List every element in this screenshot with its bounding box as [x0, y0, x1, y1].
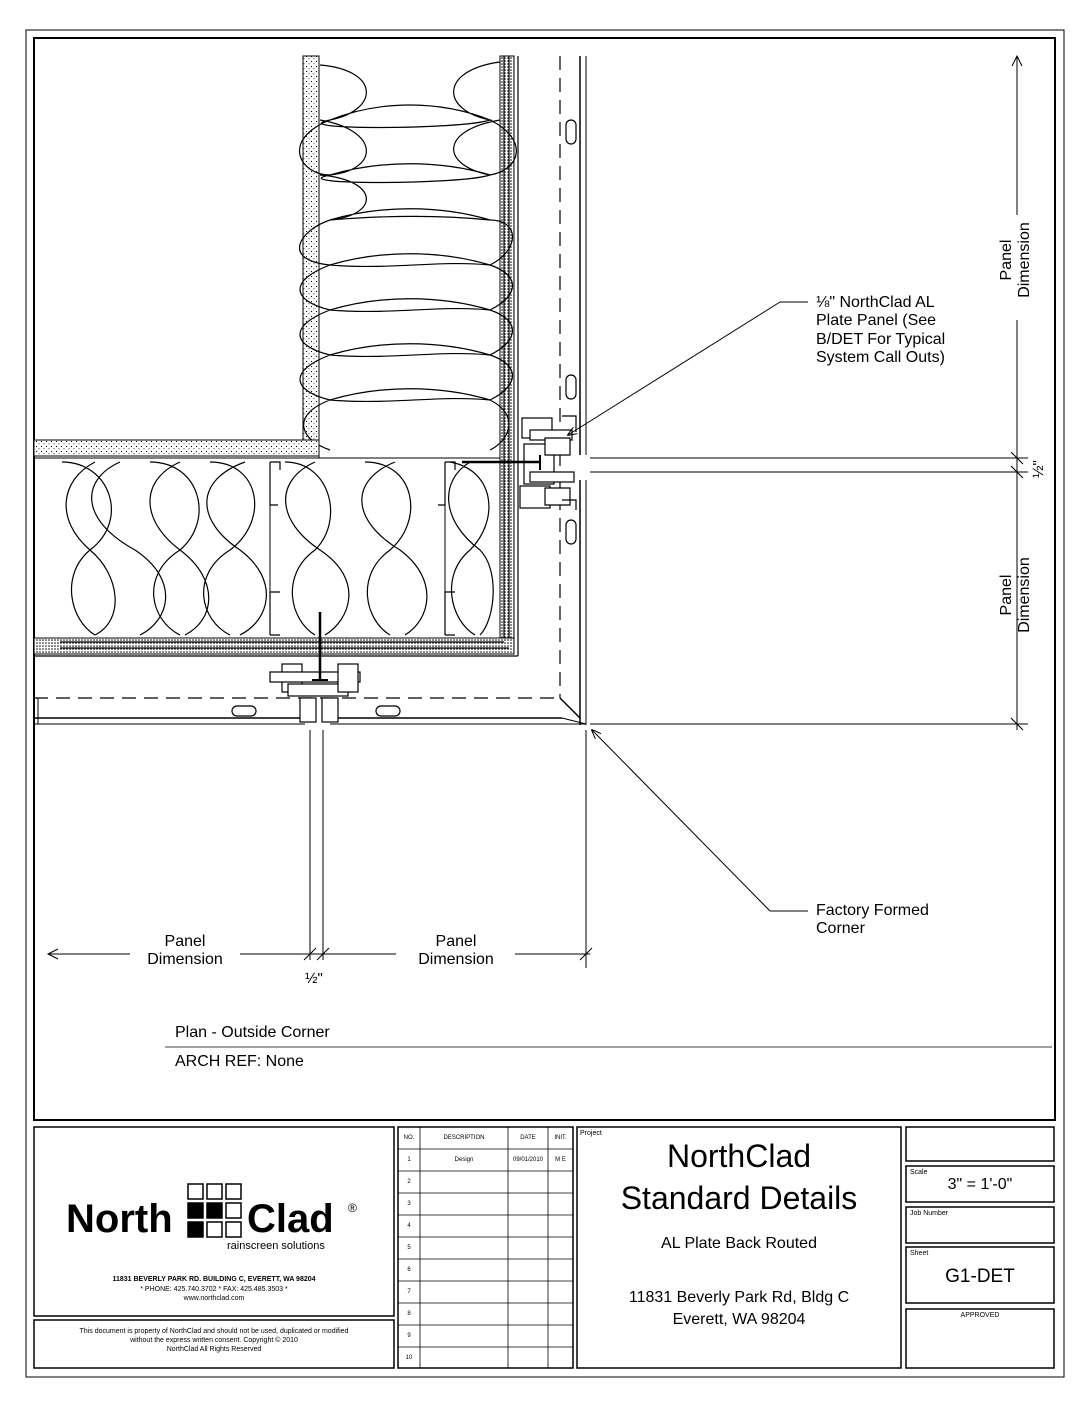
rev-cell: 6	[407, 1267, 411, 1273]
project-name-line2: Standard Details	[620, 1180, 858, 1216]
rev-cell: 5	[407, 1245, 411, 1251]
scale-label: Scale	[910, 1169, 928, 1176]
sheet-value: G1-DET	[945, 1266, 1015, 1287]
insulation-batt-horizontal	[62, 462, 493, 635]
approved-label: APPROVED	[960, 1312, 1000, 1319]
notice-line: without the express written consent. Copyright © 2010	[130, 1337, 298, 1345]
notice-line: NorthClad All Rights Reserved	[166, 1346, 262, 1354]
insulation-batt-vertical	[300, 62, 517, 450]
dim-label: Dimension	[147, 951, 223, 969]
rev-cell: 10	[405, 1355, 413, 1361]
logo-tagline: rainscreen solutions	[227, 1240, 325, 1252]
dim-label: Panel	[998, 574, 1015, 616]
company-phone: * PHONE: 425.740.3702 * FAX: 425.485.3503 *	[140, 1286, 288, 1293]
callout-plate-panel-line: Plate Panel (See	[816, 312, 937, 330]
logo-registered: ®	[348, 1201, 357, 1215]
logo-north: North	[66, 1197, 173, 1241]
job-number-label: Job Number	[910, 1210, 949, 1217]
dim-label: Panel	[164, 933, 206, 950]
dim-gap-right: ½"	[1030, 460, 1047, 478]
dim-panel-bottom-left	[135, 933, 235, 970]
dim-label: Dimension	[418, 951, 494, 969]
rev-header: DATE	[520, 1135, 536, 1141]
callout-plate-panel-line: System Call Outs)	[816, 349, 945, 367]
sheet-label: Sheet	[910, 1250, 929, 1257]
dim-panel-right-upper	[998, 215, 1035, 305]
logo-grid-icon	[188, 1184, 241, 1237]
revision-grid	[398, 1127, 573, 1368]
dim-panel-bottom-right	[406, 933, 506, 970]
company-web: www.northclad.com	[183, 1295, 245, 1302]
dimension-lines	[48, 56, 1028, 968]
callout-plate-panel-line: ⅛" NorthClad AL	[816, 294, 935, 311]
project-label: Project	[580, 1130, 602, 1137]
callout-factory-corner	[816, 902, 929, 939]
rev-cell: 09/01/2010	[512, 1157, 544, 1163]
callout-plate-panel-line: B/DET For Typical	[816, 330, 946, 348]
rev-cell: 4	[407, 1223, 411, 1229]
arch-ref: ARCH REF: None	[175, 1053, 304, 1070]
scale-value: 3" = 1'-0"	[947, 1176, 1013, 1193]
project-address2: Everett, WA 98204	[672, 1311, 806, 1328]
rev-cell: M E	[555, 1157, 566, 1163]
dim-label: Panel	[435, 933, 477, 950]
copyright-notice	[34, 1327, 394, 1354]
rev-cell: Design	[454, 1157, 474, 1163]
leader-lines	[568, 302, 808, 911]
horizontal-wall	[34, 56, 518, 656]
dim-label: Panel	[998, 239, 1015, 281]
notice-line: This document is property of NorthClad and should not be used, duplicated or modified	[79, 1328, 349, 1335]
rev-cell: 9	[407, 1333, 411, 1339]
dim-gap-bottom: ½"	[305, 970, 323, 987]
dim-label: Dimension	[1016, 557, 1034, 633]
dim-label: Dimension	[1016, 222, 1034, 298]
rev-cell: 2	[407, 1179, 411, 1185]
callout-factory-corner-line: Factory Formed	[816, 902, 929, 919]
rev-header: NO.	[403, 1135, 415, 1141]
logo-clad: Clad	[247, 1197, 334, 1241]
panel-clips	[270, 416, 576, 722]
rev-cell: 8	[407, 1311, 411, 1317]
project-address1: 11831 Beverly Park Rd, Bldg C	[628, 1289, 850, 1306]
company-address: 11831 BEVERLY PARK RD. BUILDING C, EVERETT, WA 98204	[112, 1276, 316, 1283]
sheet-border	[26, 30, 1064, 1377]
rev-cell: 1	[407, 1157, 411, 1163]
callout-plate-panel	[816, 294, 945, 368]
vertical-wall	[300, 56, 517, 650]
project-name-line1: NorthClad	[666, 1138, 812, 1174]
rev-header: INIT.	[554, 1135, 567, 1141]
rev-cell: 3	[407, 1201, 411, 1207]
detail-title: Plan - Outside Corner	[175, 1024, 330, 1041]
callout-factory-corner-line: Corner	[816, 920, 865, 938]
rev-cell: 7	[407, 1289, 411, 1295]
project-subtitle: AL Plate Back Routed	[661, 1235, 817, 1252]
dim-panel-right-lower	[998, 550, 1035, 640]
rev-header: DESCRIPTION	[443, 1135, 485, 1141]
